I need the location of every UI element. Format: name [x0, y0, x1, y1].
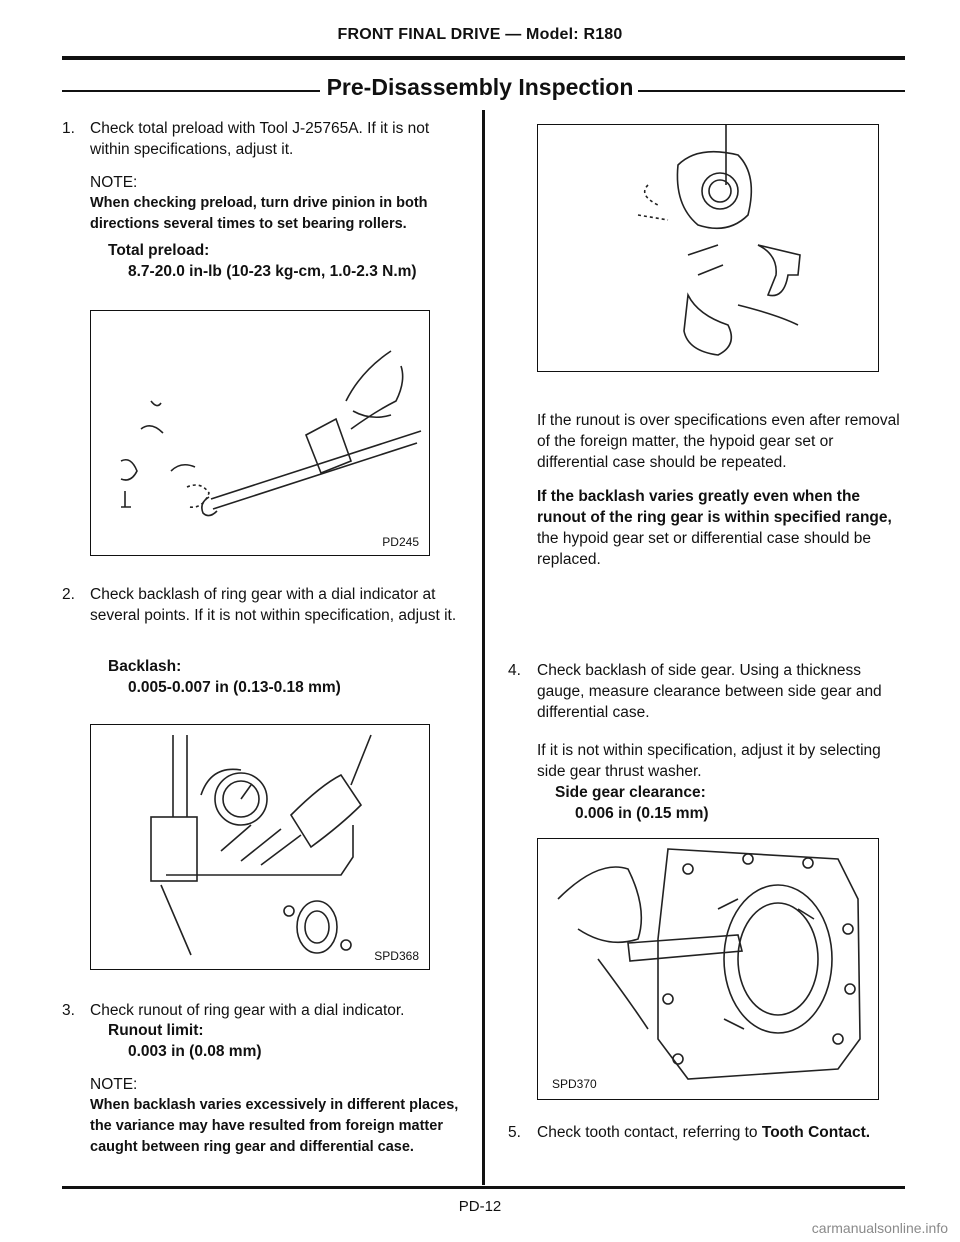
- column-divider: [482, 110, 485, 1185]
- step-1-text: Check total preload with Tool J-25765A. If it is not within specifications, adjust it.: [90, 120, 430, 158]
- step-2: [62, 584, 462, 626]
- spec-label: Backlash:: [108, 658, 182, 675]
- backlash-spec: [108, 656, 468, 698]
- step-1: [62, 118, 462, 160]
- footer-rule: [62, 1186, 905, 1189]
- step-1-note: [90, 172, 462, 235]
- step-3-text: Check runout of ring gear with a dial indicator.: [90, 1002, 405, 1019]
- figure-label: SPD368: [374, 949, 419, 963]
- note-label: NOTE:: [90, 174, 138, 191]
- spec-label: Runout limit:: [108, 1022, 204, 1039]
- runout-para: If the runout is over specifications even after removal of the foreign matter, the hypoid gear set or differential case should be repeated.: [537, 412, 900, 471]
- step-1-number: 1.: [62, 120, 75, 137]
- step-5-text: Check tooth contact, referring to: [537, 1124, 758, 1141]
- spec-value: 0.005-0.007 in (0.13-0.18 mm): [128, 679, 341, 696]
- tooth-contact-ref: Tooth Contact.: [761, 1124, 871, 1141]
- spec-value: 8.7-20.0 in-lb (10-23 kg-cm, 1.0-2.3 N.m): [128, 263, 417, 280]
- figure-backlash-check: [90, 724, 430, 970]
- spec-value: 0.003 in (0.08 mm): [128, 1043, 262, 1060]
- preload-tool-illustration: [91, 311, 429, 555]
- section-rule-right: [638, 90, 905, 92]
- figure-label: SPD370: [552, 1077, 597, 1091]
- step-4-number: 4.: [508, 662, 521, 679]
- step-2-text: Check backlash of ring gear with a dial indicator at several points. If it is not within specification, adjust it.: [90, 586, 457, 624]
- figure-side-gear-check: [537, 838, 879, 1100]
- spec-value: 0.006 in (0.15 mm): [575, 805, 709, 822]
- backlash-para: [537, 486, 907, 570]
- step-3-number: 3.: [62, 1002, 75, 1019]
- backlash-para-bold: If the backlash varies greatly even when the runout of the ring gear is within specified range,: [537, 488, 892, 526]
- header-rule: [62, 56, 905, 60]
- page-number: PD-12: [458, 1198, 502, 1215]
- note-text: When checking preload, turn drive pinion in both directions several times to set bearing rollers.: [90, 195, 428, 232]
- page-header-title: FRONT FINAL DRIVE — Model: R180: [337, 26, 623, 43]
- step-3-note: [90, 1074, 462, 1158]
- thickness-gauge-illustration: [538, 839, 878, 1099]
- spec-label: Total preload:: [108, 242, 210, 259]
- figure-runout-check: [537, 124, 879, 372]
- step-2-number: 2.: [62, 586, 75, 603]
- runout-spec: [108, 1020, 468, 1062]
- runout-dial-illustration: [538, 125, 878, 371]
- figure-label: PD245: [382, 535, 419, 549]
- total-preload-spec: [108, 240, 468, 282]
- backlash-para-rest: the hypoid gear set or differential case should be replaced.: [537, 530, 872, 568]
- step-5-number: 5.: [508, 1124, 521, 1141]
- step-3: [62, 1000, 462, 1021]
- step-4-text-2: If it is not within specification, adjust it by selecting side gear thrust washer.: [537, 742, 881, 780]
- watermark: carmanualsonline.info: [811, 1220, 948, 1236]
- step-5: [508, 1122, 908, 1143]
- step-4: [508, 660, 908, 723]
- figure-preload-check: [90, 310, 430, 556]
- note-text: When backlash varies excessively in different places, the variance may have resulted from foreign matter caught between ring gear and differential case.: [90, 1097, 459, 1155]
- section-title: Pre-Disassembly Inspection: [326, 74, 634, 100]
- dial-indicator-illustration: [91, 725, 429, 969]
- side-gear-spec: [555, 782, 895, 824]
- step-4-text: Check backlash of side gear. Using a thickness gauge, measure clearance between side gear and differential case.: [537, 662, 882, 721]
- spec-label: Side gear clearance:: [555, 784, 706, 801]
- note-label: NOTE:: [90, 1076, 138, 1093]
